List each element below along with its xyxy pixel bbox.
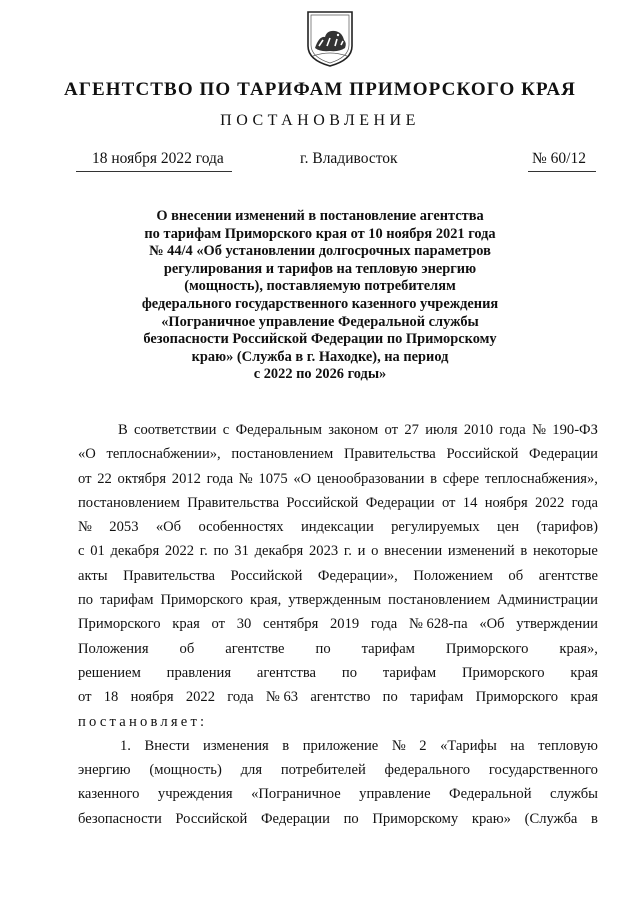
body-word: на [510,737,525,754]
body-word: службы [549,786,598,803]
body-word: сентября [263,616,319,633]
body-word: от [78,689,92,706]
body-word: постановлением [78,494,180,511]
body-word: постановлением [231,446,334,463]
body-word: «Пограничное [251,786,341,803]
body-line [78,758,598,782]
body-word: в [520,543,528,560]
body-word: года [370,616,398,633]
body-word: (Служба [524,810,578,827]
body-word: г. [199,543,208,560]
title-line: с 2022 по 2026 годы» [253,366,387,383]
date-underline [76,171,232,172]
body-word: сфере [442,470,480,487]
body-word: Приморскому [372,810,459,827]
body-word: октября [117,470,167,487]
body-word: края [172,616,200,633]
body-word: 2019 [329,616,360,633]
body-word: 22 [97,470,112,487]
body-word: 2022 [164,543,195,560]
body-word: Приморского [160,592,243,609]
body-word: изменения [203,737,269,754]
document-number: № 60/12 [532,150,586,167]
body-line [78,515,598,539]
body-word: цен [497,519,520,536]
body-word: Федерации [261,810,330,827]
body-word: 2022 [185,689,215,706]
body-line [78,685,598,709]
body-word: законом [328,422,379,438]
body-line [78,612,598,636]
body-word: Российской [175,810,248,827]
body-word: агентство [310,689,371,706]
body-word: энергию [78,762,131,779]
body-word: в [591,810,598,827]
body-word: об [508,567,524,584]
body-word: Российской [230,567,303,584]
body-word: государственного [488,762,598,779]
body-word: Приморского [462,664,545,681]
body-word: федерального [384,762,471,779]
document-type: ПОСТАНОВЛЕНИЕ [220,112,420,129]
body-word: по [78,592,94,609]
body-word: акты [78,567,108,584]
body-word: 2 [419,737,427,754]
title-line: № 44/4 «Об установлении долгосрочных параметров [149,243,491,260]
body-word: «Об [479,616,505,633]
body-word: Положением [413,567,493,584]
body-word: постановлением [388,592,491,609]
body-word: с [78,543,85,560]
agency-name: АГЕНТСТВО ПО ТАРИФАМ ПРИМОРСКОГО КРАЯ [64,79,576,100]
body-word: 2012 [171,470,201,487]
number-underline [528,171,596,172]
body-word: об [179,640,195,657]
body-word: 18 [103,689,119,706]
body-line-resolves [78,710,598,734]
body-word: 27 [404,422,419,438]
body-word: Федерации», [317,567,398,584]
body-word: Федерации [529,446,598,463]
title-line: по тарифам Приморского края от 10 ноября 2021 года [144,225,496,242]
body-word: 01 [90,543,105,560]
body-word: о [371,543,379,560]
body-word: от [211,616,225,633]
body-word: в [430,470,438,487]
document-body [78,418,598,831]
body-word: Приморского [445,640,529,657]
body-word: края [570,689,598,706]
body-word: регулируемых [391,519,480,536]
body-word: Российской [446,446,519,463]
body-word: изменений [447,543,515,560]
body-word: Российской [286,494,359,511]
body-word: 2010 [463,422,494,438]
body-word: тарифам [382,664,437,681]
body-line [78,539,598,563]
body-word: Правительства [187,494,280,511]
resolves-word: постановляет: [78,713,208,730]
body-word: от [78,470,92,487]
body-word: агентстве [225,640,285,657]
body-word: № 628-па [408,616,468,633]
title-line: безопасности Российской Федерации по Приморскому [143,331,497,348]
title-line: краю» (Служба в г. Находке), на период [191,348,449,365]
body-word: 2023 [308,543,339,560]
body-word: в [282,737,290,754]
body-word: от [441,494,456,511]
body-word: агентства [256,664,317,681]
body-word: года [206,470,234,487]
body-word: июля [425,422,458,438]
body-line [78,418,598,442]
body-word: г. [343,543,352,560]
body-word: по [213,543,229,560]
body-line [78,734,598,758]
body-word: «О [78,446,96,463]
body-word: года [227,689,254,706]
body-word: Правительства [123,567,215,584]
title-line: «Пограничное управление Федеральной службы [161,313,479,330]
title-line: (мощность), поставляемую потребителям [184,278,456,295]
body-word: безопасности [78,810,162,827]
body-word: тарифам [410,689,464,706]
body-line [78,564,598,588]
body-word: тарифам [361,640,415,657]
body-word: Федеральным [235,422,322,438]
body-word: «Об [155,519,182,536]
body-word: Администрации [497,592,598,609]
body-word: Федеральной [449,786,532,803]
body-word: края [570,664,598,681]
body-word: 14 [462,494,478,511]
body-word: 31 [234,543,249,560]
body-word: «О [293,470,312,487]
body-word: тарифам [100,592,154,609]
body-word: края, [250,592,282,609]
body-word: утверждении [516,616,598,633]
body-word: с [222,422,230,438]
body-word: внесении [384,543,443,560]
body-word: ценообразовании [316,470,425,487]
body-word: потребителей [280,762,366,779]
body-word: 190-ФЗ [552,422,598,438]
body-line [78,661,598,685]
body-line [78,491,598,515]
body-line [78,588,598,612]
body-word: правления [166,664,232,681]
body-word: Внести [144,737,190,754]
document-city: г. Владивосток [300,150,398,167]
body-word: Приморского [475,689,559,706]
body-word: агентстве [538,567,598,584]
body-word: 1075 [258,470,288,487]
body-word: и [357,543,366,560]
body-word: по [341,664,357,681]
body-word: учреждения [157,786,233,803]
body-line [78,442,598,466]
body-word: ноября [484,494,528,511]
body-word: по [315,640,331,657]
body-word: (мощность) [149,762,222,779]
body-word: соответствии [134,422,217,438]
body-word: краю» [471,810,511,827]
body-word: 2022 [535,494,565,511]
body-word: декабря [110,543,160,560]
body-word: Правительства [343,446,436,463]
body-word: особенностях [198,519,284,536]
body-word: теплоснабжении», [106,446,221,463]
body-word: Федерации [365,494,435,511]
body-word: № [78,519,92,536]
body-word: по [343,810,359,827]
body-word: 30 [236,616,252,633]
body-word: 1. [120,737,131,754]
title-line: О внесении изменений в постановление агентства [156,208,484,224]
document-date: 18 ноября 2022 года [92,150,224,167]
body-word: казенного [78,786,140,803]
body-word: индексации [300,519,374,536]
body-word: утвержденным [288,592,382,609]
body-line [78,782,598,806]
body-line [78,637,598,661]
body-line [78,467,598,491]
title-line: федерального государственного казенного учреждения [141,295,499,312]
body-word: теплоснабжения», [484,470,598,487]
body-word: года [571,494,598,511]
body-word: для [240,762,263,779]
coat-of-arms-emblem [305,10,355,68]
body-word: № [238,470,253,487]
body-word: от [384,422,399,438]
body-word: решением [78,664,141,681]
body-word: управление [359,786,431,803]
body-word: приложение [302,737,379,754]
body-word: года [499,422,526,438]
body-word: (тарифов) [536,519,598,536]
body-word: тепловую [538,737,598,754]
body-word: № [391,737,406,754]
body-word: № 63 [265,689,299,706]
body-word: В [118,422,128,438]
body-word: Положения [78,640,149,657]
body-word: ноября [130,689,174,706]
title-line: регулирования и тарифов на тепловую энергию [163,260,477,277]
body-word: декабря [254,543,304,560]
body-word: края», [559,640,598,657]
body-word: № [532,422,546,438]
body-line [78,807,598,831]
body-word: Приморского [78,616,161,633]
document-title [100,208,540,384]
body-word: 2053 [109,519,139,536]
body-word: некоторые [533,543,598,560]
body-word: по [382,689,398,706]
body-word: «Тарифы [440,737,497,754]
